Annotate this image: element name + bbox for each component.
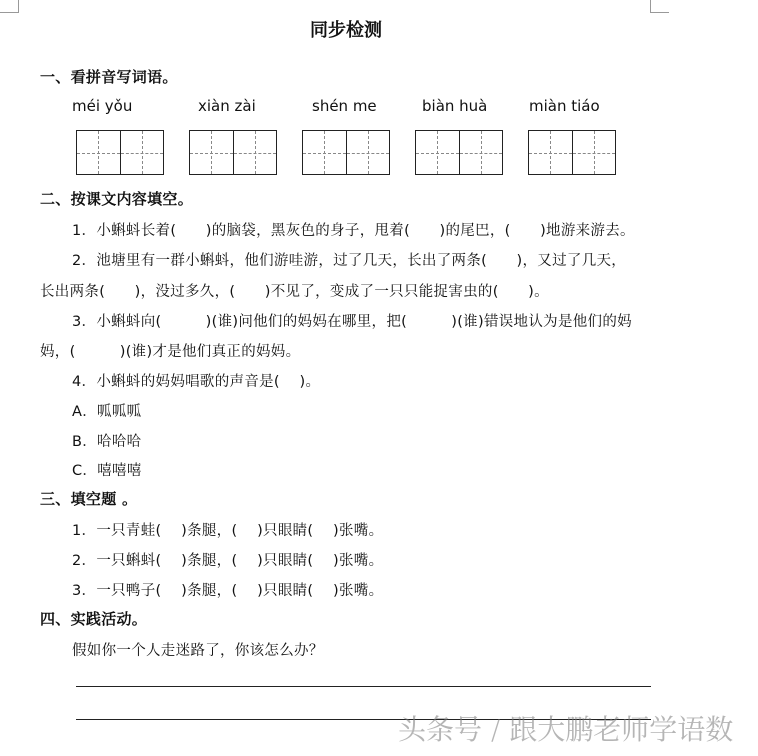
pinyin-label: xiàn zài (198, 97, 256, 115)
pinyin-label: miàn tiáo (529, 97, 600, 115)
option-c: C．嘻嘻嘻 (72, 463, 142, 479)
writing-grid[interactable] (76, 130, 164, 175)
section4-heading: 四、实践活动。 (40, 610, 148, 628)
pinyin-label: méi yǒu (72, 97, 133, 115)
writing-grid[interactable] (528, 130, 616, 175)
writing-grid[interactable] (189, 130, 277, 175)
pinyin-label: shén me (312, 97, 377, 115)
page-title: 同步检测 (310, 20, 382, 41)
question-line: 3．一只鸭子( )条腿，( )只眼睛( )张嘴。 (72, 583, 384, 599)
page-corner-mark (650, 0, 669, 13)
pinyin-label: biàn huà (422, 97, 488, 115)
question-line: 1．一只青蛙( )条腿，( )只眼睛( )张嘴。 (72, 523, 384, 539)
question-line: 假如你一个人走迷路了，你该怎么办？ (72, 643, 324, 659)
question-line: 1．小蝌蚪长着( )的脑袋，黑灰色的身子，甩着( )的尾巴，( )地游来游去。 (72, 223, 635, 239)
question-line: 长出两条( )，没过多久，( )不见了，变成了一只只能捉害虫的( )。 (40, 284, 549, 300)
question-line: 2．池塘里有一群小蝌蚪，他们游哇游，过了几天，长出了两条( )，又过了几天， (72, 253, 627, 269)
option-b: B．哈哈哈 (72, 434, 142, 450)
answer-line[interactable] (76, 686, 651, 687)
question-line: 4．小蝌蚪的妈妈唱歌的声音是( )。 (72, 374, 321, 390)
question-line: 3．小蝌蚪向( )(谁)问他们的妈妈在哪里，把( )(谁)错误地认为是他们的妈 (72, 314, 632, 330)
option-a: A．呱呱呱 (72, 404, 142, 420)
question-line: 妈，( )(谁)才是他们真正的妈妈。 (40, 344, 301, 360)
writing-grid[interactable] (415, 130, 503, 175)
section1-heading: 一、看拼音写词语。 (40, 68, 178, 86)
writing-grid[interactable] (302, 130, 390, 175)
section2-heading: 二、按课文内容填空。 (40, 190, 194, 208)
watermark: 头条号 / 跟大鹏老师学语数 (398, 713, 734, 746)
section3-heading: 三、填空题 。 (40, 490, 138, 508)
page-corner-mark (0, 0, 19, 13)
question-line: 2．一只蝌蚪( )条腿，( )只眼睛( )张嘴。 (72, 553, 384, 569)
